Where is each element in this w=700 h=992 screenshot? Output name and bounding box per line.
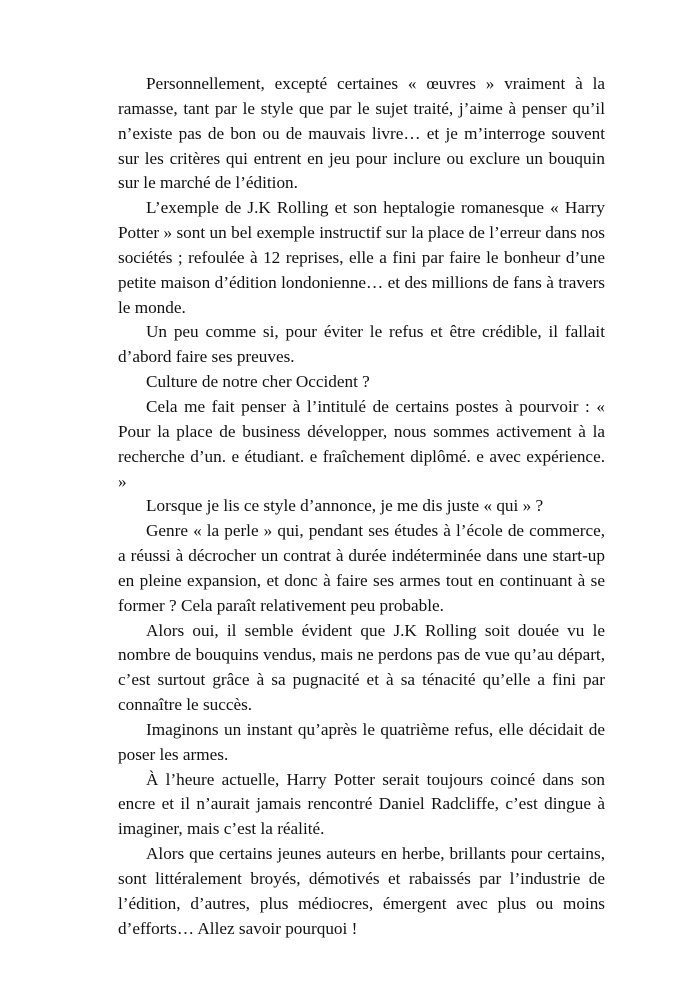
paragraph-6: Lorsque je lis ce style d’annonce, je me dis juste « qui » ? xyxy=(146,496,544,516)
paragraph-9: Imaginons un instant qu’après le quatrième refus, elle décidait de poser les armes. xyxy=(118,719,605,764)
paragraph-5: Cela me fait penser à l’intitulé de certains postes à pourvoir : « Pour la place de business développer, nous sommes activement à la recherche d’un. e étudiant. e fraîchement diplômé. e avec expérience. » xyxy=(118,396,605,491)
paragraph-11: Alors que certains jeunes auteurs en herbe, brillants pour certains, sont littéralement broyés, démotivés et rabaissés par l’industrie de l’édition, d’autres, plus médiocres, émergent avec plus ou moins d’efforts… Allez savoir pourquoi ! xyxy=(118,844,605,938)
document-page xyxy=(118,72,605,942)
paragraph-8: Alors oui, il semble évident que J.K Rolling soit douée vu le nombre de bouquins vendus, mais ne perdons pas de vue qu’au départ, c’est surtout grâce à sa pugnacité et à sa ténacité qu’elle a fini par connaître le succès. xyxy=(118,620,605,715)
paragraph-2: L’exemple de J.K Rolling et son heptalogie romanesque « Harry Potter » sont un bel exemple instructif sur la place de l’erreur dans nos sociétés ; refoulée à 12 reprises, elle a fini par faire le bonheur d’une petite maison d’édition londonienne… et des millions de fans à travers le monde. xyxy=(118,198,605,317)
paragraph-10: À l’heure actuelle, Harry Potter serait toujours coincé dans son encre et il n’aurait jamais rencontré Daniel Radcliffe, c’est dingue à imaginer, mais c’est la réalité. xyxy=(118,769,605,839)
paragraph-1: Personnellement, excepté certaines « œuvres » vraiment à la ramasse, tant par le style que par le sujet traité, j’aime à penser qu’il n’existe pas de bon ou de mauvais livre… et je m’interroge souvent sur les critères qui entrent en jeu pour inclure ou exclure un bouquin sur le marché de l’édition. xyxy=(118,74,605,193)
paragraph-3: Un peu comme si, pour éviter le refus et être crédible, il fallait d’abord faire ses preuves. xyxy=(118,322,605,367)
paragraph-7: Genre « la perle » qui, pendant ses études à l’école de commerce, a réussi à décrocher un contrat à durée indéterminée dans une start-up en pleine expansion, et donc à faire ses armes tout en continuant à se former ? Cela paraît relativement peu probable. xyxy=(118,521,605,615)
paragraph-4: Culture de notre cher Occident ? xyxy=(146,372,370,392)
